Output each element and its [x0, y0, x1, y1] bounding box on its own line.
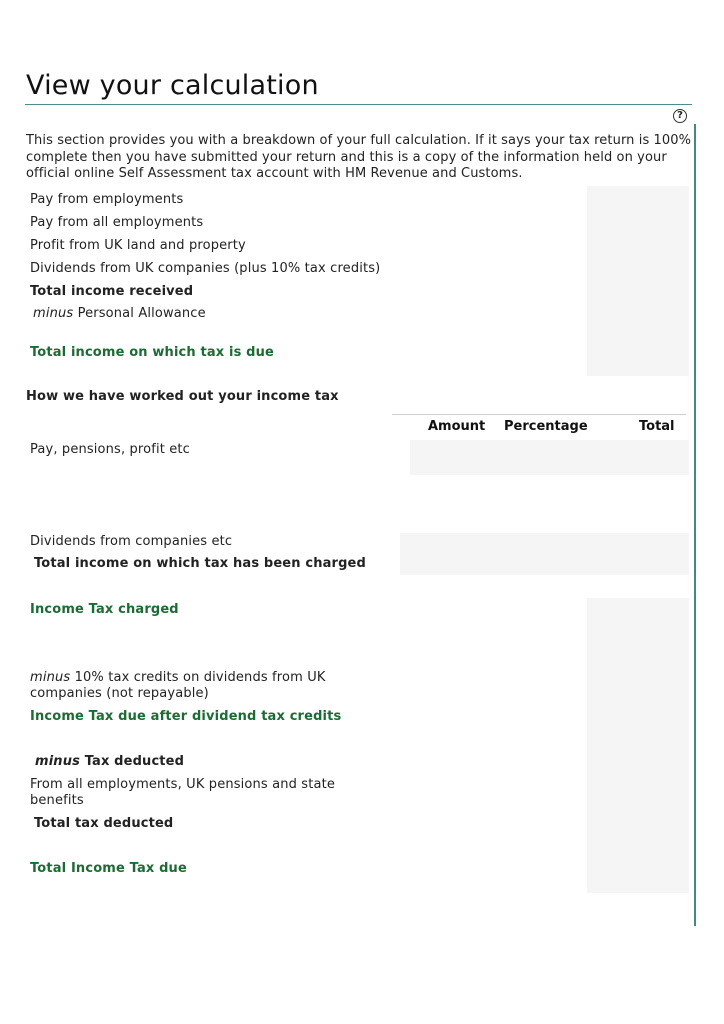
minus-word: minus	[30, 670, 71, 685]
dividends-values-cell	[400, 533, 689, 575]
income-tax-charged-label: Income Tax charged	[30, 602, 179, 617]
personal-allowance-row	[33, 306, 206, 321]
intro-text: This section provides you with a breakdown of your full calculation. If it says your tax return is 100% complete then you have submitted your return and this is a copy of the information held on your official online Self Assessment tax account with HM Revenue and Customs.	[26, 133, 692, 181]
tax-credits-dividends-label: 10% tax credits on dividends from UK companies (not repayable)	[30, 670, 326, 701]
tax-deducted-heading	[35, 754, 184, 769]
dividends-companies-label: Dividends from companies etc	[30, 534, 233, 549]
tax-values-cell	[587, 598, 689, 893]
pay-from-all-employments-label: Pay from all employments	[30, 215, 204, 230]
profit-uk-land-label: Profit from UK land and property	[30, 238, 246, 253]
dividends-uk-label: Dividends from UK companies (plus 10% tax credits)	[30, 261, 381, 276]
from-all-employments-label: From all employments, UK pensions and state benefits	[30, 777, 335, 808]
page-title: View your calculation	[26, 70, 319, 101]
tax-deducted-label: Tax deducted	[84, 754, 185, 769]
total-income-charged-label: Total income on which tax has been charged	[34, 556, 366, 571]
minus-word: minus	[35, 754, 80, 769]
column-total: Total	[639, 419, 675, 434]
income-tax-heading: How we have worked out your income tax	[26, 389, 339, 404]
column-percentage: Percentage	[504, 419, 588, 434]
pay-pensions-profit-label: Pay, pensions, profit etc	[30, 442, 190, 457]
minus-word: minus	[33, 306, 74, 321]
help-icon[interactable]: ?	[673, 109, 687, 123]
tax-credits-dividends-row	[30, 670, 370, 701]
title-divider	[25, 104, 692, 105]
total-income-received-label: Total income received	[30, 284, 194, 299]
total-tax-deducted-label: Total tax deducted	[34, 816, 174, 831]
income-tax-after-credits-label: Income Tax due after dividend tax credits	[30, 709, 342, 724]
income-values-cell	[587, 186, 689, 376]
column-amount: Amount	[428, 419, 486, 434]
total-income-tax-due-final-label: Total Income Tax due	[30, 861, 187, 876]
total-income-tax-due-label: Total income on which tax is due	[30, 345, 274, 360]
personal-allowance-label: Personal Allowance	[77, 306, 206, 321]
right-border	[694, 124, 696, 926]
pay-values-cell	[410, 440, 689, 475]
table-header-rule	[392, 414, 686, 415]
pay-from-employments-label: Pay from employments	[30, 192, 184, 207]
